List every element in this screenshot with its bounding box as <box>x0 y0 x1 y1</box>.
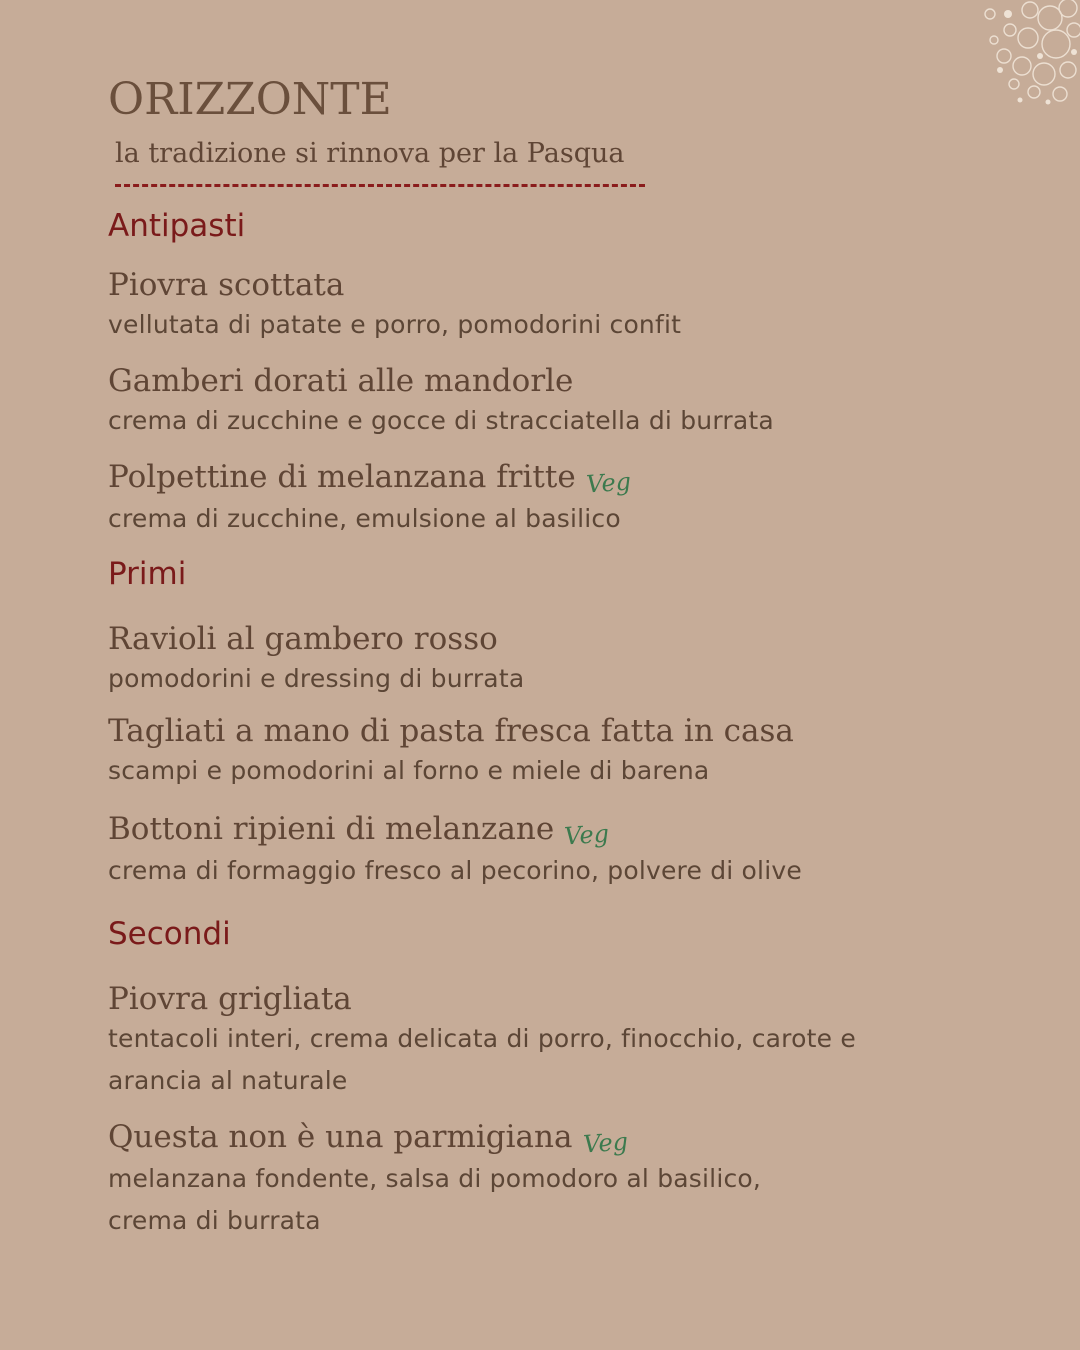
menu-item-questa-non-e-una-parmigiana <box>108 1118 968 1242</box>
menu-item-ravioli-gambero <box>108 620 968 700</box>
dish-name: Polpettine di melanzana fritte <box>108 459 576 495</box>
veg-badge: Veg <box>581 1127 629 1159</box>
section-heading-secondi: Secondi <box>108 916 231 952</box>
dish-name-row <box>108 458 968 498</box>
dish-name: Ravioli al gambero rosso <box>108 621 498 657</box>
dish-description: pomodorini e dressing di burrata <box>108 664 525 693</box>
menu-item-piovra-scottata <box>108 266 968 346</box>
menu-subtitle: la tradizione si rinnova per la Pasqua <box>115 138 625 169</box>
dish-description: vellutata di patate e porro, pomodorini confit <box>108 310 682 339</box>
dish-name: Tagliati a mano di pasta fresca fatta in casa <box>108 713 794 749</box>
menu-item-bottoni-ripieni <box>108 810 968 892</box>
dish-description: melanzana fondente, salsa di pomodoro al basilico, crema di burrata <box>108 1164 762 1235</box>
dish-name-row <box>108 1118 968 1158</box>
section-heading-primi: Primi <box>108 556 187 592</box>
decorative-circles-ornament <box>970 0 1080 110</box>
dish-description: tentacoli interi, crema delicata di porro, finocchio, carote e arancia al naturale <box>108 1024 856 1095</box>
menu-item-polpettine-melanzana <box>108 458 968 540</box>
dish-description: crema di formaggio fresco al pecorino, polvere di olive <box>108 856 802 885</box>
veg-badge: Veg <box>585 467 632 499</box>
menu-item-gamberi-dorati <box>108 362 968 442</box>
dish-name-row <box>108 810 968 850</box>
dish-name: Piovra grigliata <box>108 981 352 1017</box>
menu-item-piovra-grigliata <box>108 980 968 1102</box>
dish-description: crema di zucchine e gocce di stracciatella di burrata <box>108 406 774 435</box>
dish-name: Questa non è una parmigiana <box>108 1119 573 1155</box>
section-heading-antipasti: Antipasti <box>108 208 246 244</box>
restaurant-title: ORIZZONTE <box>108 74 392 125</box>
veg-badge: Veg <box>563 819 611 851</box>
dish-name: Bottoni ripieni di melanzane <box>108 811 555 847</box>
dish-description: crema di zucchine, emulsione al basilico <box>108 504 621 533</box>
menu-item-tagliati-a-mano <box>108 712 968 792</box>
dashed-divider <box>115 184 645 187</box>
dish-description: scampi e pomodorini al forno e miele di barena <box>108 756 710 785</box>
dish-name: Gamberi dorati alle mandorle <box>108 363 574 399</box>
dish-name: Piovra scottata <box>108 267 345 303</box>
